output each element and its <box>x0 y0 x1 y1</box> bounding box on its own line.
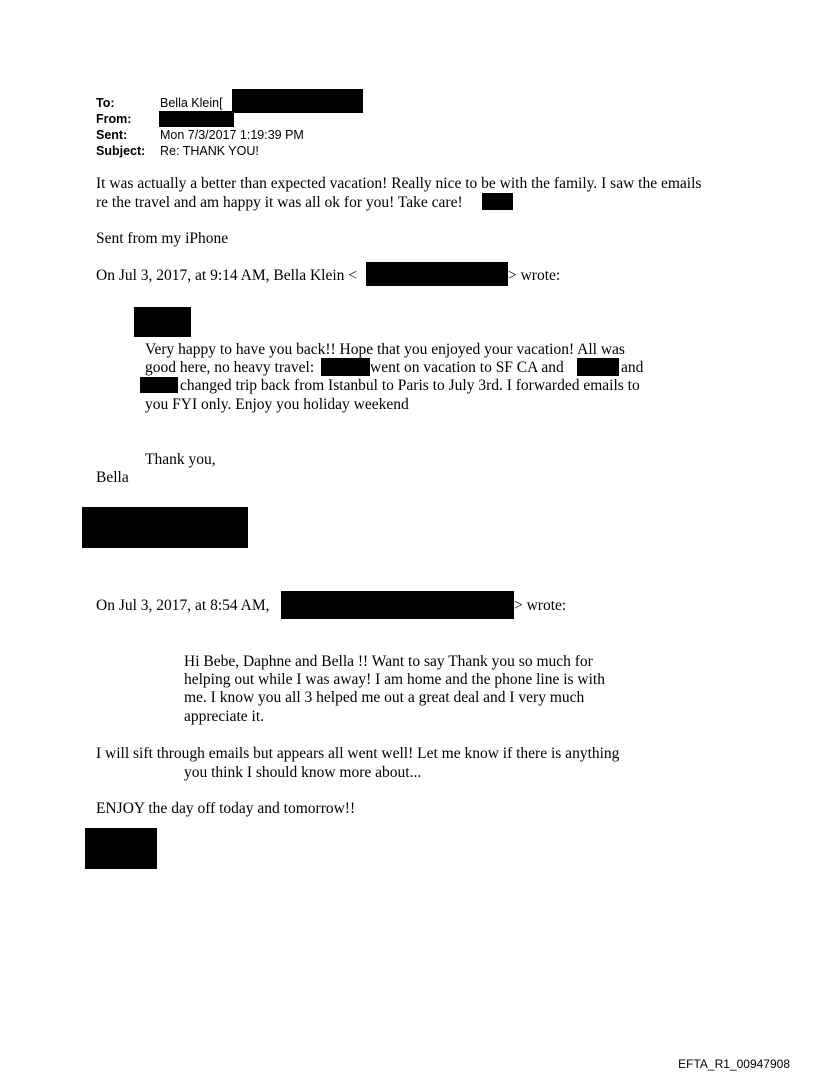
quote1-line-1: Very happy to have you back!! Hope that you enjoyed your vacation! All was <box>145 341 625 358</box>
document-id: EFTA_R1_00947908 <box>678 1057 790 1071</box>
quote2-line-2: helping out while I was away! I am home and the phone line is with <box>184 671 605 688</box>
quote1-name: Bella <box>96 469 129 486</box>
sent-value: Mon 7/3/2017 1:19:39 PM <box>160 128 304 142</box>
quote2-paragraph2-line-1: I will sift through emails but appears all went well! Let me know if there is anything <box>96 745 620 762</box>
redaction-from <box>159 111 234 127</box>
quote1-attribution-start: On Jul 3, 2017, at 9:14 AM, Bella Klein < <box>96 267 358 284</box>
quote1-thanks: Thank you, <box>145 451 216 468</box>
quote1-line-2b: went on vacation to SF CA and <box>370 359 564 376</box>
quote2-line-3: me. I know you all 3 helped me out a great deal and I very much <box>184 689 585 706</box>
to-value: Bella Klein[ <box>160 96 223 110</box>
to-label: To: <box>96 96 115 110</box>
reply-signature: Sent from my iPhone <box>96 230 229 247</box>
redaction-quote1-salutation <box>134 307 191 337</box>
quote2-attribution-start: On Jul 3, 2017, at 8:54 AM, <box>96 597 270 614</box>
redaction-quote1-name-1 <box>321 358 370 376</box>
redaction-quote1-email <box>366 262 508 286</box>
redaction-sender-initials <box>482 193 513 210</box>
redaction-quote1-signature-block <box>82 507 248 548</box>
reply-line-1: It was actually a better than expected vacation! Really nice to be with the family. I saw the emails <box>96 175 702 192</box>
redaction-quote1-name-2 <box>577 358 619 376</box>
quote1-line-2c: and <box>621 359 644 376</box>
quote1-line-2a: good here, no heavy travel: <box>145 359 315 376</box>
subject-label: Subject: <box>96 144 146 158</box>
quote2-line-4: appreciate it. <box>184 708 265 725</box>
quote2-line-1: Hi Bebe, Daphne and Bella !! Want to say Thank you so much for <box>184 653 593 670</box>
quote1-attribution-end: > wrote: <box>508 267 561 284</box>
quote2-paragraph2-line-2: you think I should know more about... <box>184 764 422 781</box>
redaction-to-address <box>232 89 363 113</box>
sent-label: Sent: <box>96 128 128 142</box>
reply-line-2: re the travel and am happy it was all ok for you! Take care! <box>96 194 463 211</box>
redaction-quote1-name-3 <box>140 377 178 393</box>
subject-value: Re: THANK YOU! <box>160 144 259 158</box>
quote1-line-4: you FYI only. Enjoy you holiday weekend <box>145 396 409 413</box>
redaction-quote2-signature <box>85 828 157 869</box>
quote1-line-3: changed trip back from Istanbul to Paris to July 3rd. I forwarded emails to <box>180 377 640 394</box>
quote2-attribution-end: > wrote: <box>514 597 567 614</box>
redaction-quote2-sender <box>281 591 514 619</box>
from-label: From: <box>96 112 132 126</box>
quote2-closing: ENJOY the day off today and tomorrow!! <box>96 800 356 817</box>
